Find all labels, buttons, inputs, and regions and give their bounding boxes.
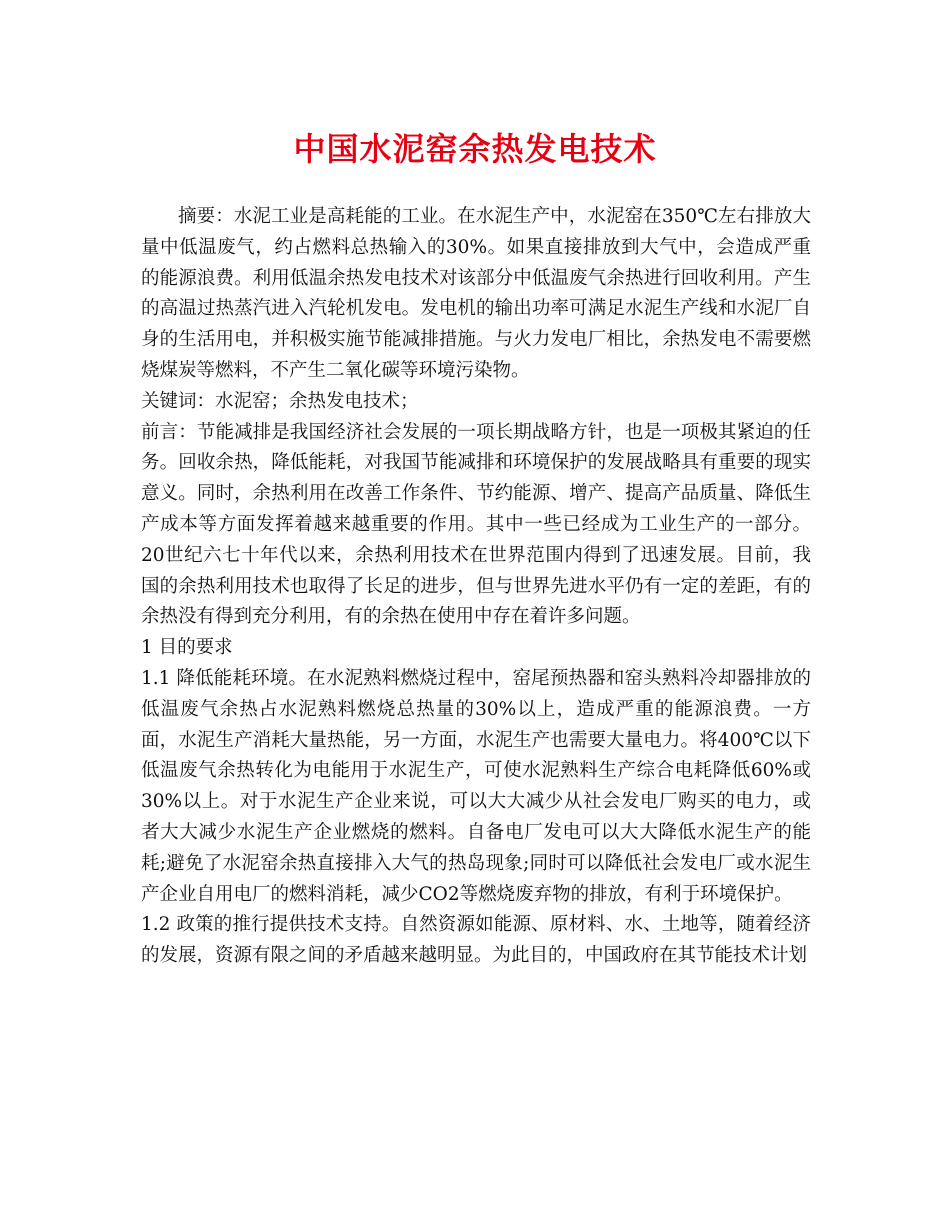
section-heading: 1 目的要求 [141, 637, 233, 659]
document-title: 中国水泥窑余热发电技术 [293, 130, 657, 168]
preface-paragraph: 前言：节能减排是我国经济社会发展的一项长期战略方针，也是一项极其紧迫的任务。回收余热，降低能耗，对我国节能减排和环境保护的发展战略具有重要的现实意义。同时，余热利用在改善工作条件、节约能源、增产、提高产品质量、降低生产成本等方面发挥着越来越重要的作用。其中一些已经成为工业生产的一部分。20世纪六七十年代以来，余热利用技术在世界范围内得到了迅速发展。目前，我国的余热利用技术也取得了长足的进步，但与世界先进水平仍有一定的差距，有的余热没有得到充分利用，有的余热在使用中存在着许多问题。 [141, 421, 811, 628]
keywords-paragraph: 关键词：水泥窑；余热发电技术； [141, 390, 419, 412]
abstract-paragraph: 摘要：水泥工业是高耗能的工业。在水泥生产中，水泥窑在350℃左右排放大量中低温废气，约占燃料总热输入的30%。如果直接排放到大气中，会造成严重的能源浪费。利用低温余热发电技术对该部分中低温废气余热进行回收利用。产生的高温过热蒸汽进入汽轮机发电。发电机的输出功率可满足水泥生产线和水泥厂自身的生活用电，并积极实施节能减排措施。与火力发电厂相比，余热发电不需要燃烧煤炭等燃料，不产生二氧化碳等环境污染物。 [141, 206, 811, 381]
section-paragraph: 1.2 政策的推行提供技术支持。自然资源如能源、原材料、水、土地等，随着经济的发展，资源有限之间的矛盾越来越明显。为此目的，中国政府在其节能技术计划 [141, 914, 811, 967]
section-paragraph: 1.1 降低能耗环境。在水泥熟料燃烧过程中，窑尾预热器和窑头熟料冷却器排放的低温废气余热占水泥熟料燃烧总热量的30%以上，造成严重的能源浪费。一方面，水泥生产消耗大量热能，另一方面，水泥生产也需要大量电力。将400℃以下低温废气余热转化为电能用于水泥生产，可使水泥熟料生产综合电耗降低60%或30%以上。对于水泥生产企业来说，可以大大减少从社会发电厂购买的电力，或者大大减少水泥生产企业燃烧的燃料。自备电厂发电可以大大降低水泥生产的能耗;避免了水泥窑余热直接排入大气的热岛现象;同时可以降低社会发电厂或水泥生产企业自用电厂的燃料消耗，减少CO2等燃烧废弃物的排放，有利于环境保护。 [141, 667, 811, 905]
document-body [141, 202, 811, 972]
